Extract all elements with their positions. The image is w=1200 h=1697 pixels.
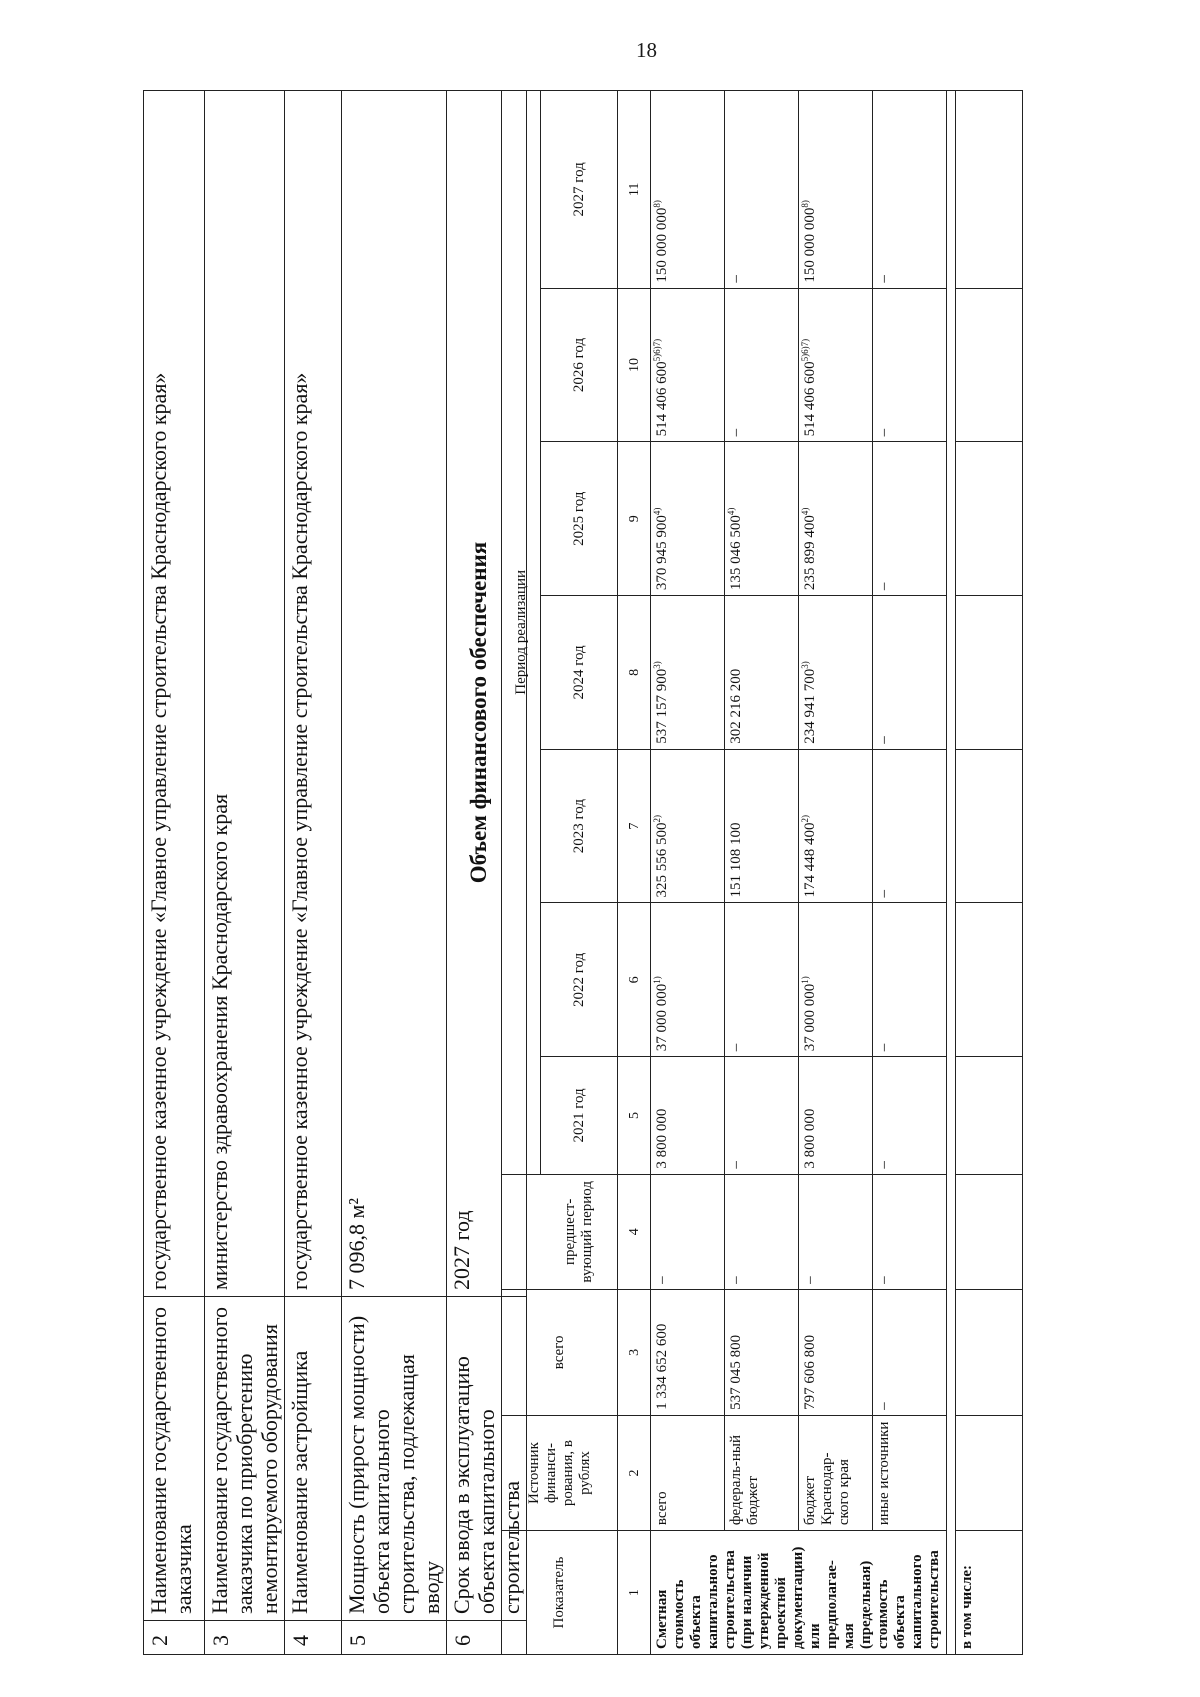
amount-value: 370 945 900: [654, 515, 670, 591]
info-row: [342, 91, 447, 1655]
amount-footnote: 8): [652, 200, 662, 208]
amount-value: –: [876, 1161, 892, 1169]
amount-footnote: 1): [800, 976, 810, 984]
amount-value: 235 899 400: [802, 515, 818, 591]
column-number: 10: [618, 288, 651, 442]
empty-cell: [956, 749, 1023, 903]
empty-cell: [956, 1174, 1023, 1289]
column-number: 4: [618, 1174, 651, 1289]
column-number: 11: [618, 91, 651, 289]
column-number: 8: [618, 596, 651, 750]
row-label: Срок ввода в эксплуатацию объекта капитального строительства: [447, 1297, 527, 1621]
header-period-gap: [502, 1174, 541, 1289]
finance-row: [799, 91, 873, 1655]
finance-row: [651, 91, 725, 1655]
including-row: [956, 91, 1023, 1655]
row-value: 2027 год: [447, 91, 527, 1297]
spacer-row: [947, 91, 956, 1655]
amount-cell: [799, 442, 873, 596]
amount-cell: [873, 749, 947, 903]
row-label: Наименование государственного заказчика по приобретению немонтируемого оборудования: [205, 1297, 285, 1621]
amount-footnote: 4): [800, 507, 810, 516]
header-source: Источник финанси-рования, в рублях: [502, 1415, 618, 1530]
amount-cell: [651, 91, 725, 289]
amount-footnote: 4): [726, 507, 736, 516]
amount-value: –: [728, 1161, 744, 1169]
finance-row: [725, 91, 799, 1655]
amount-footnote: 5)6)7): [800, 338, 810, 362]
amount-cell: [873, 903, 947, 1057]
row-label: Наименование застройщика: [285, 1297, 342, 1621]
amount-footnote: 4): [652, 507, 662, 516]
amount-value: 174 448 400: [802, 822, 818, 898]
amount-cell: [725, 1289, 799, 1415]
amount-value: 514 406 600: [802, 361, 818, 437]
source-name: иные источники: [873, 1415, 947, 1530]
amount-cell: [725, 1174, 799, 1289]
amount-value: –: [728, 1043, 744, 1052]
amount-cell: [873, 1289, 947, 1415]
amount-cell: [651, 749, 725, 903]
amount-cell: [725, 596, 799, 750]
header-year: 2025 год: [541, 442, 618, 596]
amount-footnote: 8): [800, 200, 810, 208]
header-year: 2027 год: [541, 91, 618, 289]
amount-cell: [799, 91, 873, 289]
source-name: бюджет Краснодар-ского края: [799, 1415, 873, 1530]
amount-cell: [651, 903, 725, 1057]
amount-cell: [799, 1174, 873, 1289]
amount-cell: [651, 596, 725, 750]
amount-value: –: [876, 1402, 892, 1410]
row-label: Мощность (прирост мощности) объекта капитального строительства, подлежащая вводу: [342, 1297, 447, 1621]
amount-value: –: [728, 275, 744, 283]
info-row: [144, 91, 205, 1655]
column-number: 9: [618, 442, 651, 596]
amount-cell: [873, 442, 947, 596]
row-number: 5: [342, 1621, 447, 1655]
amount-value: 37 000 000: [802, 983, 818, 1052]
amount-cell: [873, 596, 947, 750]
empty-cell: [956, 903, 1023, 1057]
finance-section-title: Объем финансового обеспечения: [466, 541, 491, 884]
amount-cell: [799, 903, 873, 1057]
column-number-row: [618, 91, 651, 1655]
amount-value: –: [876, 1043, 892, 1052]
amount-value: –: [876, 428, 892, 437]
amount-value: –: [876, 1276, 892, 1284]
amount-footnote: 3): [800, 661, 810, 669]
amount-value: –: [802, 1276, 818, 1284]
amount-cell: [651, 288, 725, 442]
amount-footnote: 1): [652, 976, 662, 984]
row-label: Наименование государственного заказчика: [144, 1297, 205, 1621]
amount-cell: [651, 1057, 725, 1174]
header-period: Период реализации: [502, 91, 541, 1175]
row-number: 3: [205, 1621, 285, 1655]
amount-value: 151 108 100: [728, 822, 744, 898]
amount-value: 325 556 500: [654, 822, 670, 898]
source-name: федераль-ный бюджет: [725, 1415, 799, 1530]
row-value: 7 096,8 м²: [342, 91, 447, 1297]
header-total: всего: [502, 1289, 618, 1415]
amount-value: 3 800 000: [654, 1108, 670, 1169]
empty-cell: [956, 1057, 1023, 1174]
header-year: 2026 год: [541, 288, 618, 442]
amount-cell: [651, 1289, 725, 1415]
amount-value: 150 000 000: [802, 207, 818, 283]
empty-cell: [956, 442, 1023, 596]
amount-cell: [799, 596, 873, 750]
finance-table: [501, 90, 1023, 1655]
including-label: в том числе:: [956, 1531, 1023, 1655]
header-year: 2021 год: [541, 1057, 618, 1174]
row-number: 6: [447, 1621, 527, 1655]
amount-value: 514 406 600: [654, 361, 670, 437]
amount-value: 234 941 700: [802, 668, 818, 744]
amount-cell: [799, 1289, 873, 1415]
amount-cell: [873, 288, 947, 442]
amount-value: 537 157 900: [654, 668, 670, 744]
empty-cell: [956, 1415, 1023, 1530]
column-number: 2: [618, 1415, 651, 1530]
amount-value: –: [654, 1276, 670, 1284]
amount-cell: [799, 288, 873, 442]
amount-cell: [725, 903, 799, 1057]
amount-footnote: 3): [652, 661, 662, 669]
amount-value: 135 046 500: [728, 515, 744, 591]
amount-value: 537 045 800: [728, 1334, 744, 1410]
header-year: 2023 год: [541, 749, 618, 903]
amount-footnote: 2): [800, 815, 810, 823]
amount-footnote: 2): [652, 815, 662, 823]
amount-footnote: 5)6)7): [652, 338, 662, 362]
header-previous: предшест-вующий период: [541, 1174, 618, 1289]
header-row: [502, 91, 541, 1655]
amount-cell: [725, 288, 799, 442]
empty-cell: [956, 288, 1023, 442]
amount-value: 1 334 652 600: [654, 1323, 670, 1410]
indicator-label: Сметная стоимость объекта капитального строительства (при наличии утвержденной проектной документации) или предполагае-мая (предельная) стоимость объекта капитального строительства: [651, 1531, 947, 1655]
column-number: 7: [618, 749, 651, 903]
row-value: государственное казенное учреждение «Главное управление строительства Краснодарского края»: [285, 91, 342, 1297]
source-name: всего: [651, 1415, 725, 1530]
amount-cell: [651, 1174, 725, 1289]
amount-cell: [873, 91, 947, 289]
amount-cell: [873, 1174, 947, 1289]
amount-value: 797 606 800: [802, 1334, 818, 1410]
amount-value: 302 216 200: [728, 668, 744, 744]
row-value: министерство здравоохранения Краснодарского края: [205, 91, 285, 1297]
amount-value: –: [876, 582, 892, 591]
amount-cell: [725, 91, 799, 289]
info-row: [285, 91, 342, 1655]
column-number: 6: [618, 903, 651, 1057]
info-row: [205, 91, 285, 1655]
spacer-cell: [947, 91, 956, 1655]
amount-value: –: [876, 736, 892, 744]
empty-cell: [956, 91, 1023, 289]
amount-cell: [725, 442, 799, 596]
header-indicator: Показатель: [502, 1531, 618, 1655]
column-number: 5: [618, 1057, 651, 1174]
amount-cell: [725, 749, 799, 903]
rotated-page-content: [143, 90, 1088, 1655]
amount-value: –: [876, 890, 892, 898]
row-number: 2: [144, 1621, 205, 1655]
amount-value: 37 000 000: [654, 983, 670, 1052]
empty-cell: [956, 596, 1023, 750]
amount-cell: [799, 749, 873, 903]
column-number: 1: [618, 1531, 651, 1655]
finance-row: [873, 91, 947, 1655]
amount-value: –: [876, 275, 892, 283]
amount-value: –: [728, 1276, 744, 1284]
amount-cell: [873, 1057, 947, 1174]
amount-value: 3 800 000: [802, 1108, 818, 1169]
empty-cell: [956, 1289, 1023, 1415]
row-value: государственное казенное учреждение «Главное управление строительства Краснодарского края»: [144, 91, 205, 1297]
amount-value: –: [728, 428, 744, 437]
page-number: 18: [636, 38, 657, 62]
amount-cell: [725, 1057, 799, 1174]
header-year: 2022 год: [541, 903, 618, 1057]
amount-value: 150 000 000: [654, 207, 670, 283]
row-number: 4: [285, 1621, 342, 1655]
header-year: 2024 год: [541, 596, 618, 750]
column-number: 3: [618, 1289, 651, 1415]
amount-cell: [799, 1057, 873, 1174]
amount-cell: [651, 442, 725, 596]
